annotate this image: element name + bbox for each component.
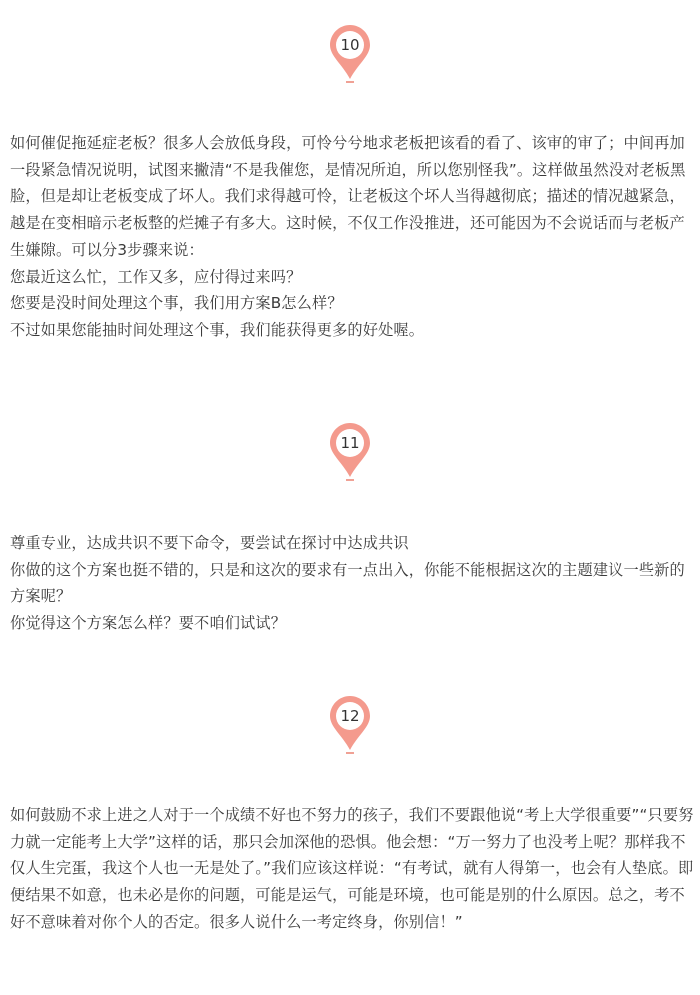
paragraph: 您最近这么忙，工作又多，应付得过来吗？: [10, 267, 302, 286]
marker-divider: [346, 81, 354, 83]
section-10-text: [10, 130, 694, 344]
section-11-marker: [329, 422, 371, 478]
section-number: 12: [340, 707, 360, 725]
paragraph: 如何鼓励不求上进之人对于一个成绩不好也不努力的孩子，我们不要跟他说“考上大学很重要”“只要努力就一定能考上大学”这样的话，那只会加深他的恐惧。他会想：“万一努力了也没考上呢？那样我不仅人生完蛋，我这个人也一无是处了。”我们应该这样说：“有考试，就有人得第一，也会有人垫底。即便结果不如意，也未必是你的问题，可能是运气，可能是环境，也可能是别的什么原因。总之，考不好不意味着对你个人的否定。很多人说什么一考定终身，你别信！”: [10, 806, 694, 931]
paragraph: 尊重专业，达成共识不要下命令，要尝试在探讨中达成共识: [10, 534, 409, 552]
paragraph: 如何催促拖延症老板？很多人会放低身段，可怜兮兮地求老板把该看的看了、该审的审了；中间再加一段紧急情况说明，试图来撇清“不是我催您，是情况所迫，所以您别怪我”。这样做虽然没对老板黑脸，但是却让老板变成了坏人。我们求得越可怜，让老板这个坏人当得越彻底；描述的情况越紧急，越是在变相暗示老板整的烂摊子有多大。这时候，不仅工作没推进，还可能因为不会说话而与老板产生嫌隙。可以分3步骤来说：: [10, 134, 686, 259]
paragraph: 您要是没时间处理这个事，我们用方案B怎么样？: [10, 294, 343, 313]
section-number: 11: [340, 434, 360, 452]
paragraph: 不过如果您能抽时间处理这个事，我们能获得更多的好处喔。: [10, 320, 425, 339]
marker-divider: [346, 752, 354, 754]
paragraph: 你觉得这个方案怎么样？要不咱们试试？: [10, 614, 287, 633]
section-11-text: [10, 530, 694, 637]
section-12-marker: [329, 695, 371, 751]
section-number: 10: [340, 36, 360, 54]
paragraph: 你做的这个方案也挺不错的，只是和这次的要求有一点出入，你能不能根据这次的主题建议一些新的方案呢？: [10, 560, 685, 606]
section-12-text: [10, 802, 694, 936]
marker-divider: [346, 479, 354, 481]
section-10-marker: [329, 24, 371, 80]
